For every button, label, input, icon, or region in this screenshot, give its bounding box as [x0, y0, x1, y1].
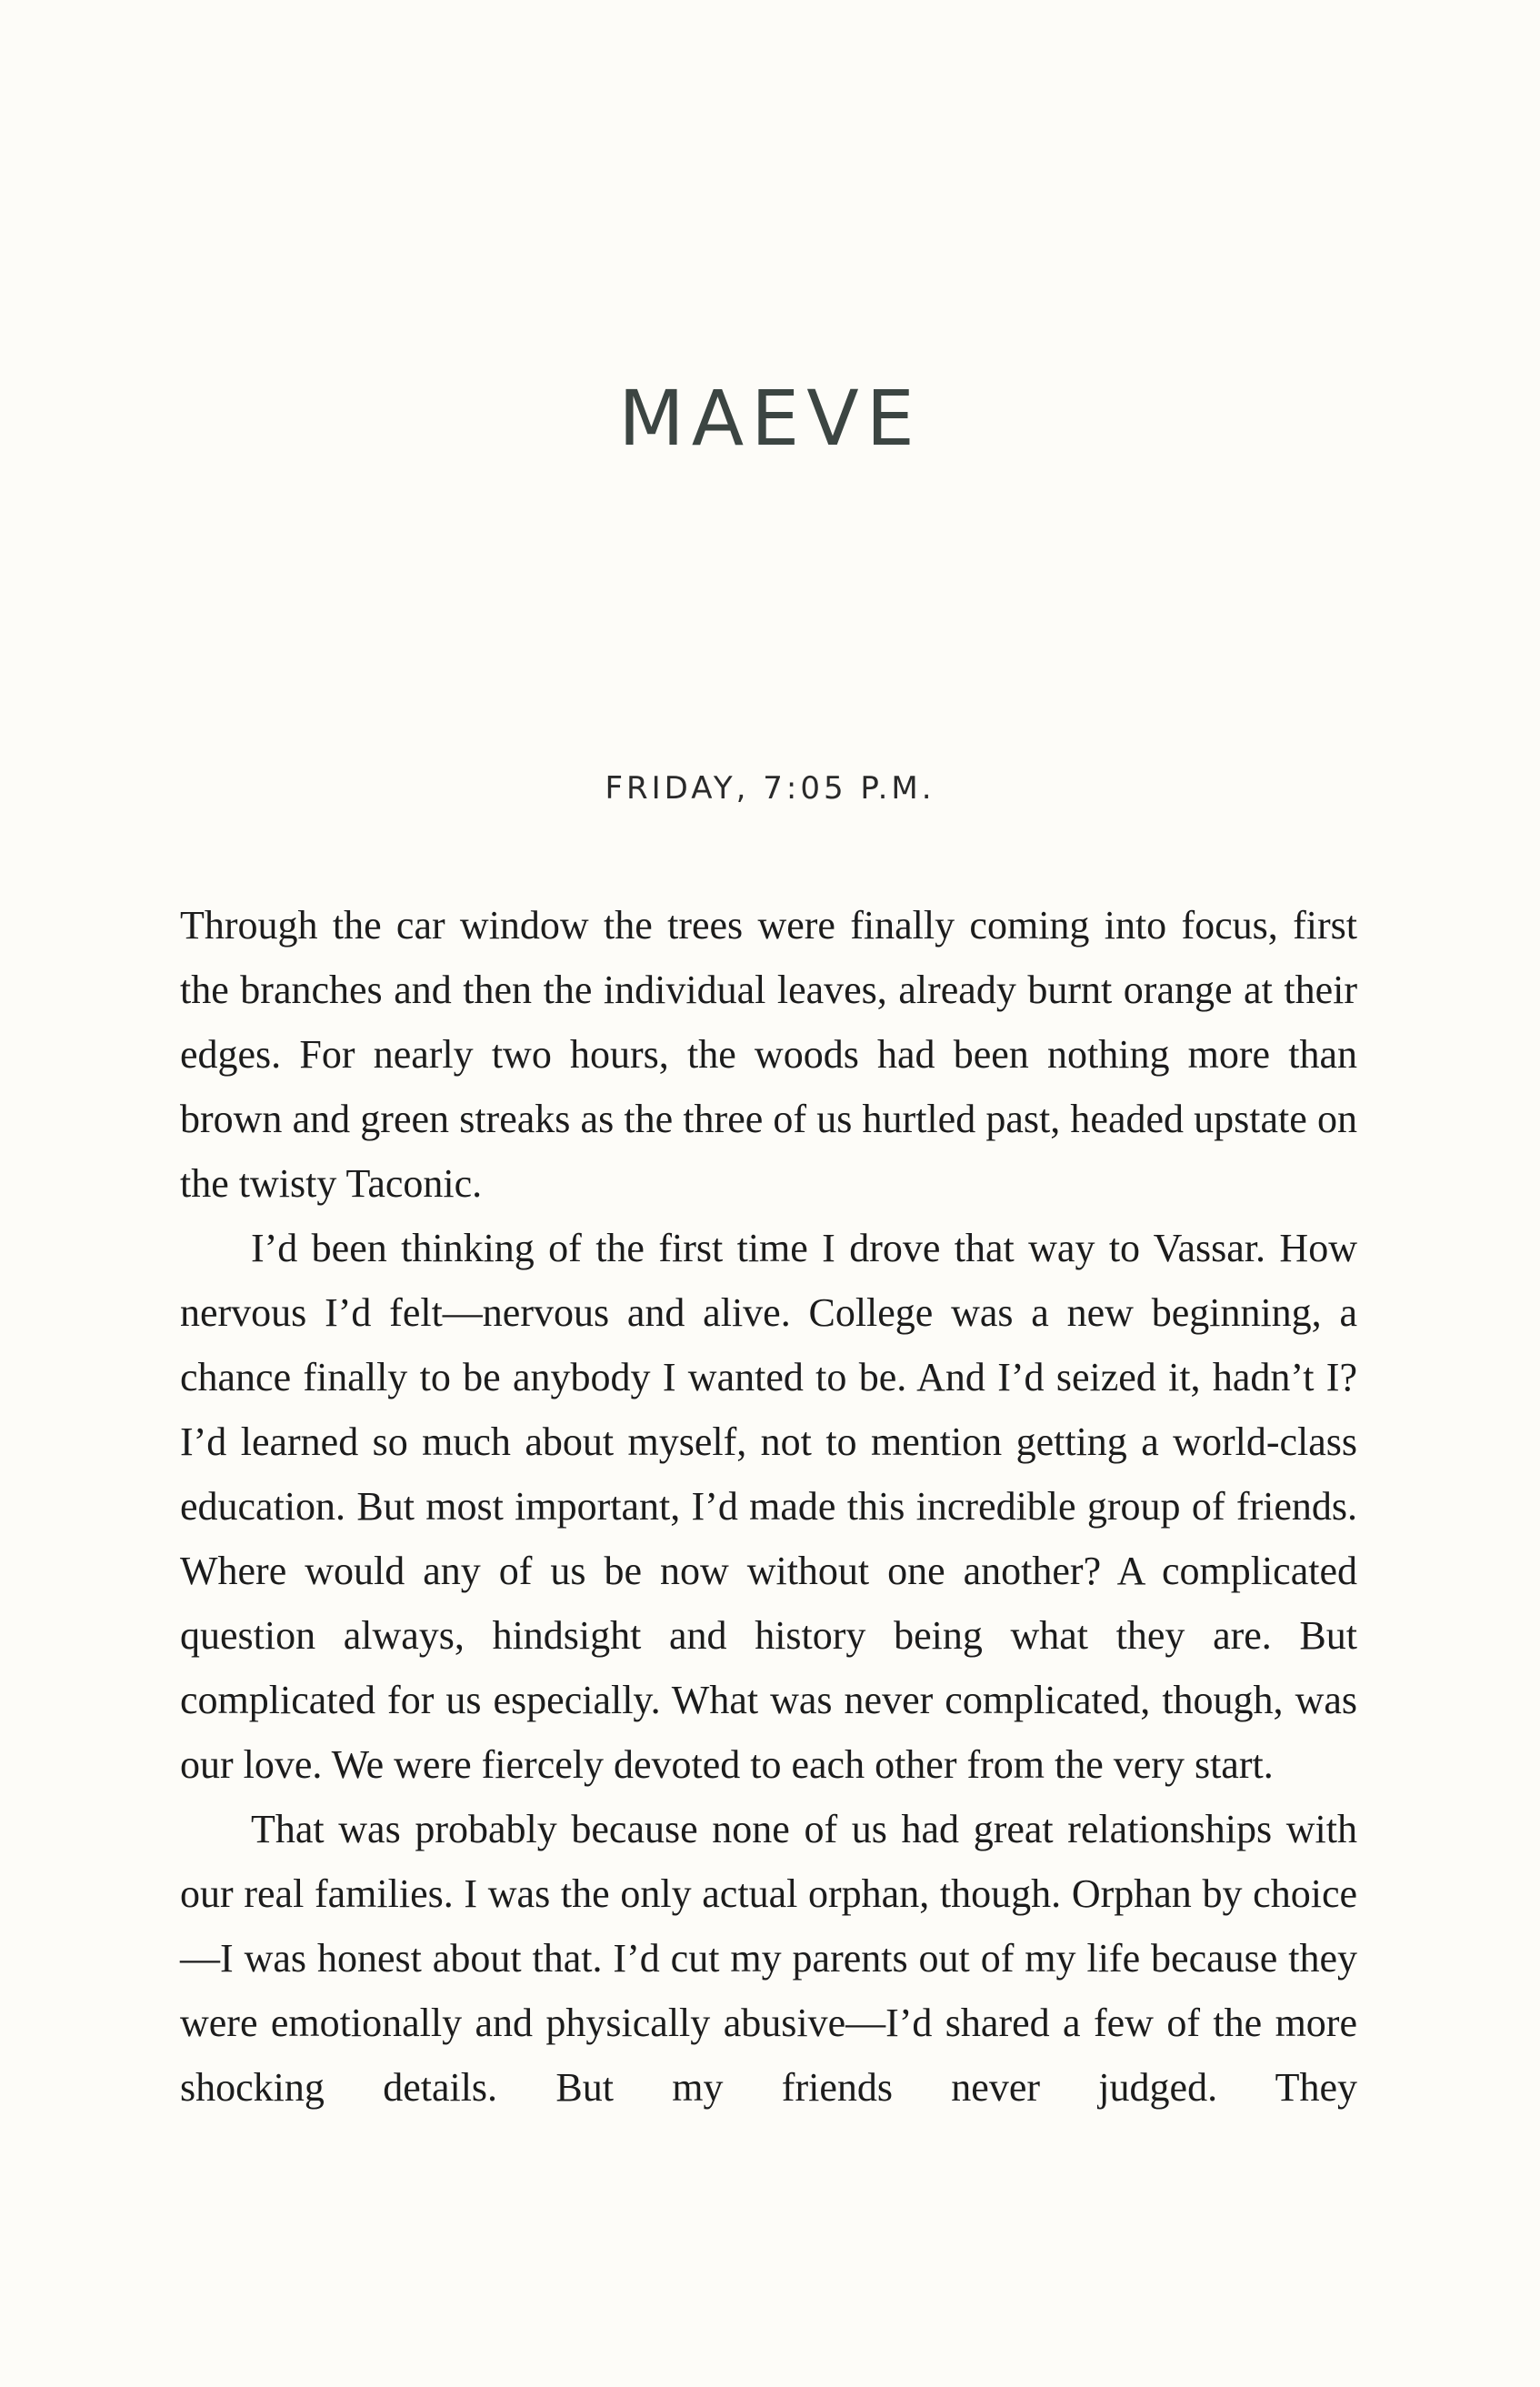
- chapter-title: MAEVE: [618, 374, 922, 463]
- paragraph: I’d been thinking of the first time I drove that way to Vassar. How nervous I’d felt—nervous and alive. College was a new beginning, a chance finally to be anybody I wanted to be. And I’d seized it, hadn’t I? I’d learned so much about myself, not to mention getting a world-class education. But most important, I’d made this incredible group of friends. Where would any of us be now without one another? A complicated question always, hindsight and history being what they are. But complicated for us especially. What was never complicated, though, was our love. We were fiercely devoted to each other from the very start.: [180, 1226, 1357, 1787]
- paragraph: That was probably because none of us had great relationships with our real families. I was the only actual orphan, though. Orphan by choice—I was honest about that. I’d cut my parents out of my life because they were emotionally and physically abusive—I’d shared a few of the more shocking details. But my friends never judged. They: [180, 1807, 1357, 2110]
- chapter-timestamp: FRIDAY, 7:05 P.M.: [605, 770, 935, 807]
- paragraph: Through the car window the trees were finally coming into focus, first the branches and then the individual leaves, already burnt orange at their edges. For nearly two hours, the woods had been nothing more than brown and green streaks as the three of us hurtled past, headed upstate on the twisty Taconic.: [180, 903, 1357, 1206]
- body-text: [180, 893, 1357, 2120]
